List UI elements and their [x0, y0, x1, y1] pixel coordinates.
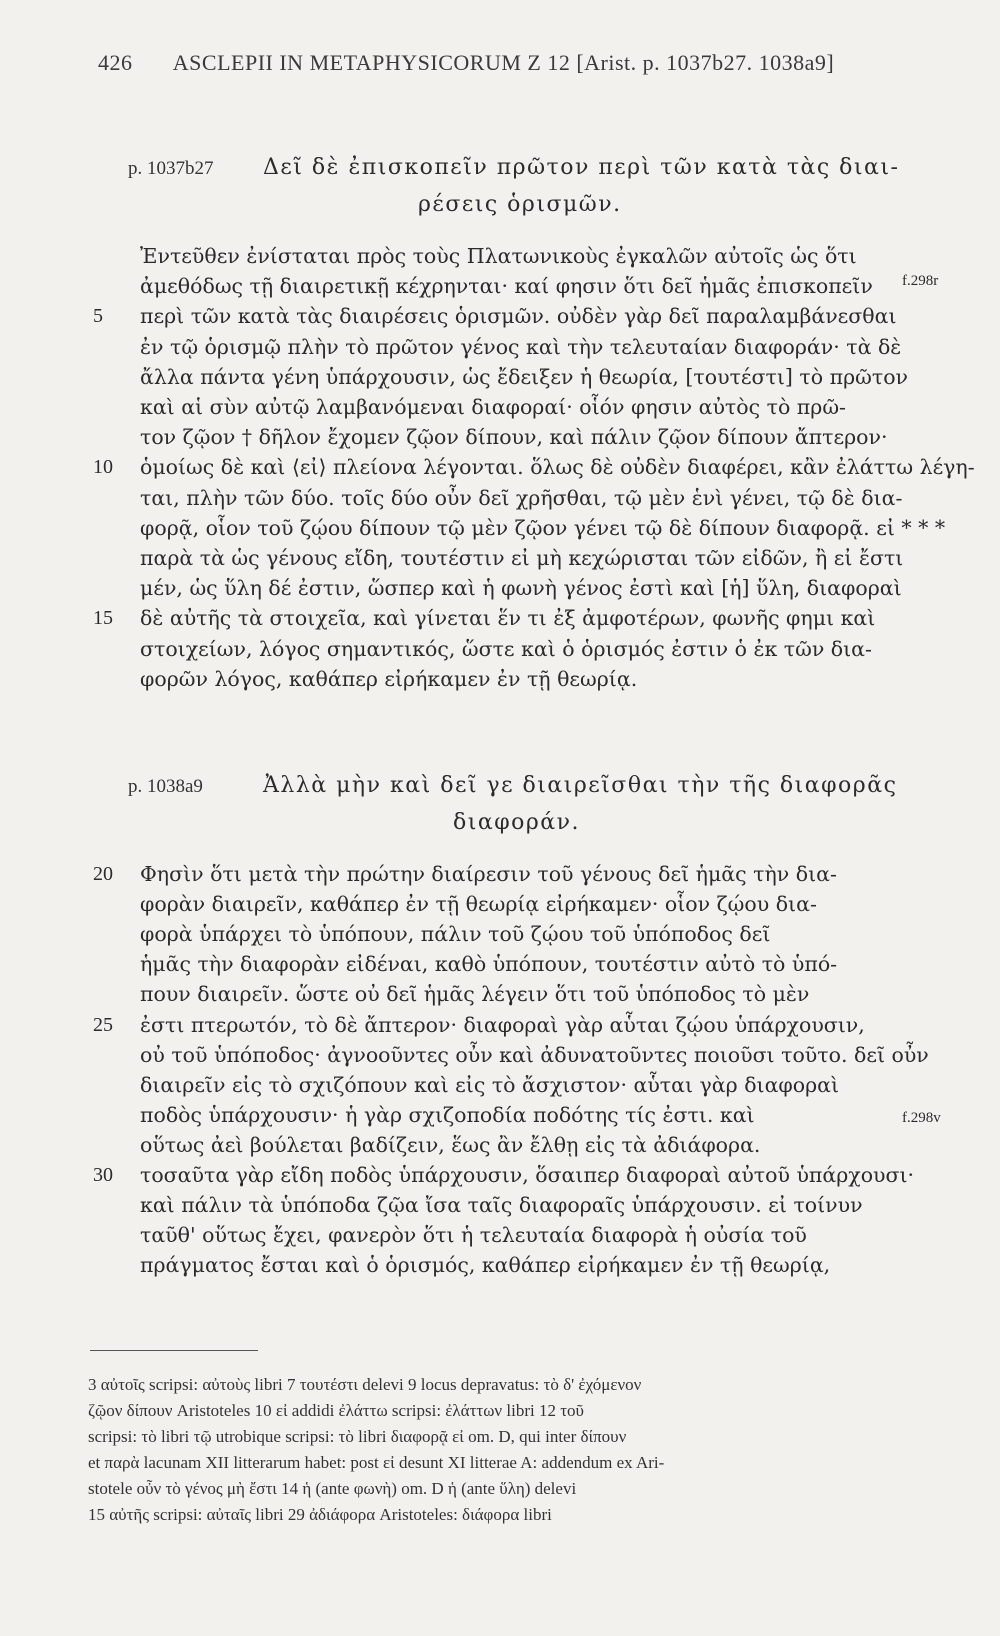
- running-title: ASCLEPII IN METAPHYSICORUM Z 12 [Arist. p. 1037b27. 1038a9]: [172, 50, 835, 75]
- lemma-block: [128, 768, 918, 841]
- text-line: ἐστι πτερωτόν, τὸ δὲ ἄπτερον· διαφοραὶ γὰρ αὗται ζῴου ὑπάρχουσιν,: [140, 1012, 865, 1037]
- text-line: καὶ αἱ σὺν αὐτῷ λαμβανόμεναι διαφοραί· οἷόν φησιν αὐτὸς τὸ πρῶ-: [140, 395, 846, 419]
- text-line: τοσαῦτα γὰρ εἴδη ποδὸς ὑπάρχουσιν, ὅσαιπερ διαφοραὶ αὐτοῦ ὑπάρχουσι·: [140, 1163, 915, 1187]
- lemma-text-continued: διαφοράν.: [453, 810, 581, 835]
- text-line: ἄλλα πάντα γένη ὑπάρχουσιν, ὡς ἔδειξεν ἡ θεωρία, [τουτέστι] τὸ πρῶτον: [140, 364, 909, 389]
- text-line: ἀμεθόδως τῇ διαιρετικῇ κέχρηνται· καί φησιν ὅτι δεῖ ἡμᾶς ἐπισκοπεῖν: [140, 274, 873, 299]
- text-line: διαιρεῖν εἰς τὸ σχιζόπουν καὶ εἰς τὸ ἄσχιστον· αὗται γὰρ διαφοραὶ: [140, 1072, 840, 1097]
- footnote-line: ζῷον δίπουν Aristoteles 10 εἰ addidi ἐλάττω scripsi: ἐλάττων libri 12 τοῦ: [88, 1401, 584, 1420]
- line-number: 20: [93, 863, 113, 885]
- text-line: ἐν τῷ ὁρισμῷ πλὴν τὸ πρῶτον γένος καὶ τὴν τελευταίαν διαφοράν· τὰ δὲ: [140, 334, 902, 359]
- text-line: ται, πλὴν τῶν δύο. τοῖς δύο οὖν δεῖ χρῆσθαι, τῷ μὲν ἑνὶ γένει, τῷ δὲ δια-: [140, 485, 903, 510]
- footnote-line: scripsi: τὸ libri τῷ utrobique scripsi: τὸ libri διαφορᾷ εἰ om. D, qui inter δίπουν: [88, 1427, 627, 1446]
- text-line: ποδὸς ὑπάρχουσιν· ἡ γὰρ σχιζοποδία ποδότης τίς ἐστι. καὶ: [140, 1102, 755, 1127]
- footnote-rule: [90, 1350, 258, 1351]
- lemma-text: Ἀλλὰ μὴν καὶ δεῖ γε διαιρεῖσθαι τὴν τῆς διαφορᾶς: [263, 773, 898, 798]
- footnote-line: et παρὰ lacunam XII litterarum habet: post εἰ desunt XI litterae A: addendum ex Ari-: [88, 1453, 665, 1472]
- text-line: περὶ τῶν κατὰ τὰς διαιρέσεις ὁρισμῶν. οὐδὲν γὰρ δεῖ παραλαμβάνεσθαι: [140, 304, 897, 329]
- running-header: [98, 50, 868, 76]
- line-number: 5: [93, 305, 103, 328]
- page-number: 426: [98, 50, 133, 75]
- text-line: οὐ τοῦ ὑπόποδος· ἀγνοοῦντες οὖν καὶ ἀδυνατοῦντες ποιοῦσι τοῦτο. δεῖ οὖν: [140, 1042, 929, 1067]
- text-line: στοιχείων, λόγος σημαντικός, ὥστε καὶ ὁ ὁρισμός ἐστιν ὁ ἐκ τῶν δια-: [140, 636, 872, 661]
- text-line: φορὰν διαιρεῖν, καθάπερ ἐν τῇ θεωρίᾳ εἰρήκαμεν· οἷον ζῴου δια-: [140, 892, 817, 917]
- text-line: παρὰ τὰ ὡς γένους εἴδη, τουτέστιν εἰ μὴ κεχώρισται τῶν εἰδῶν, ἢ εἰ ἔστι: [140, 546, 904, 570]
- text-line: δὲ αὐτῆς τὰ στοιχεῖα, καὶ γίνεται ἕν τι ἐξ ἀμφοτέρων, φωνῆς φημι καὶ: [140, 606, 876, 631]
- folio-marker: f.298v: [902, 1110, 941, 1126]
- text-line: οὕτως ἀεὶ βούλεται βαδίζειν, ἕως ἂν ἔλθῃ εἰς τὰ ἀδιάφορα.: [140, 1132, 761, 1157]
- text-line: ὁμοίως δὲ καὶ ⟨εἰ⟩ πλείονα λέγονται. ὅλως δὲ οὐδὲν διαφέρει, κἂν ἐλάττω λέγη-: [140, 455, 975, 480]
- lemma-block: [128, 150, 918, 223]
- line-number: 30: [93, 1164, 113, 1186]
- footnote-line: 3 αὐτοῖς scripsi: αὐτοὺς libri 7 τουτέστι delevi 9 locus depravatus: τὸ δ' ἐχόμενον: [88, 1375, 642, 1394]
- lemma-reference: p. 1037b27: [128, 158, 214, 179]
- lemma-reference: p. 1038a9: [128, 776, 203, 797]
- text-line: μέν, ὡς ὕλη δέ ἐστιν, ὥσπερ καὶ ἡ φωνὴ γένος ἐστὶ καὶ [ἡ] ὕλη, διαφοραὶ: [140, 576, 902, 601]
- text-line: τον ζῷον † δῆλον ἔχομεν ζῷον δίπουν, καὶ πάλιν ζῷον δίπουν ἄπτερον·: [140, 425, 888, 450]
- text-line: ταῦθ' οὕτως ἔχει, φανερὸν ὅτι ἡ τελευταία διαφορὰ ἡ οὐσία τοῦ: [140, 1223, 807, 1248]
- text-line: φορᾷ, οἷον τοῦ ζῴου δίπουν τῷ μὲν ζῷον γένει τῷ δὲ δίπουν διαφορᾷ. εἰ * * *: [140, 515, 946, 540]
- line-number: 25: [93, 1013, 113, 1036]
- footnote-line: 15 αὐτῆς scripsi: αὐταῖς libri 29 ἀδιάφορα Aristoteles: διάφορα libri: [88, 1505, 552, 1524]
- text-line: φορῶν λόγος, καθάπερ εἰρήκαμεν ἐν τῇ θεωρίᾳ.: [140, 666, 638, 691]
- folio-marker: f.298r: [902, 273, 939, 289]
- footnote-line: stotele οὖν τὸ γένος μὴ ἔστι 14 ἡ (ante φωνὴ) om. D ἡ (ante ὕλη) delevi: [88, 1479, 577, 1498]
- text-line: καὶ πάλιν τὰ ὑπόποδα ζῷα ἴσα ταῖς διαφοραῖς ὑπάρχουσιν. εἰ τοίνυν: [140, 1193, 863, 1218]
- text-line: φορὰ ὑπάρχει τὸ ὑπόπουν, πάλιν τοῦ ζῴου τοῦ ὑπόποδος δεῖ: [140, 922, 771, 947]
- text-line: Φησὶν ὅτι μετὰ τὴν πρώτην διαίρεσιν τοῦ γένους δεῖ ἡμᾶς τὴν δια-: [140, 862, 837, 886]
- line-number: 10: [93, 456, 113, 479]
- lemma-text-continued: ρέσεις ὁρισμῶν.: [418, 192, 622, 217]
- text-line: ἡμᾶς τὴν διαφορὰν εἰδέναι, καθὸ ὑπόπουν, τουτέστιν αὐτὸ τὸ ὑπό-: [140, 952, 838, 977]
- text-line: πράγματος ἔσται καὶ ὁ ὁρισμός, καθάπερ εἰρήκαμεν ἐν τῇ θεωρίᾳ,: [140, 1253, 831, 1278]
- line-number: 15: [93, 607, 113, 630]
- text-line: Ἐντεῦθεν ἐνίσταται πρὸς τοὺς Πλατωνικοὺς ἐγκαλῶν αὐτοῖς ὡς ὅτι: [140, 244, 857, 268]
- text-line: πουν διαιρεῖν. ὥστε οὐ δεῖ ἡμᾶς λέγειν ὅτι τοῦ ὑπόποδος τὸ μὲν: [140, 982, 810, 1007]
- lemma-text: Δεῖ δὲ ἐπισκοπεῖν πρῶτον περὶ τῶν κατὰ τὰς διαι-: [263, 155, 900, 180]
